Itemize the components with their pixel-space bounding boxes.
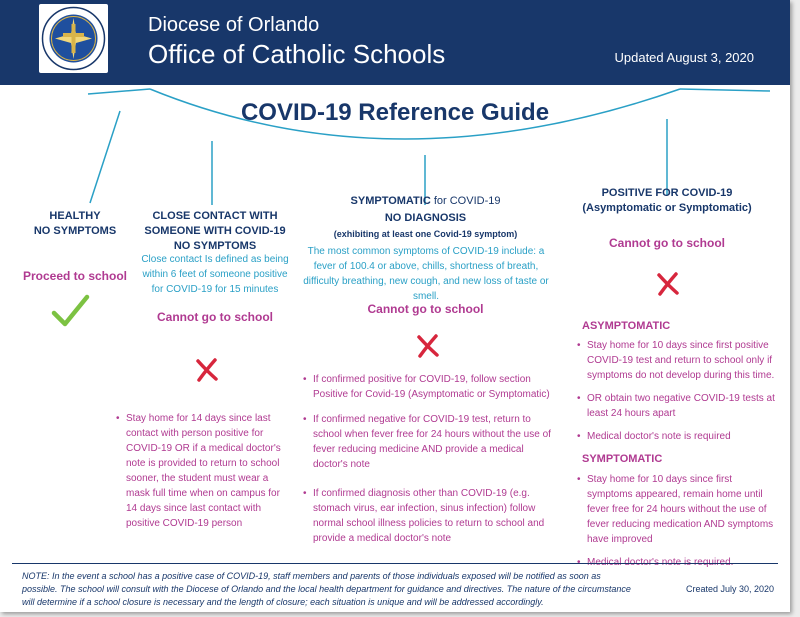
symptomatic-heading (318, 194, 533, 242)
created-date: Created July 30, 2020 (686, 584, 775, 594)
page-title: COVID-19 Reference Guide (240, 99, 550, 126)
list-item: • Stay home for 10 days since first symptoms appeared, remain home until fever free for 24 hours without the use of fever reducing medication AND symptoms have improved (577, 472, 777, 547)
positive-heading-line1: POSITIVE FOR COVID-19 (601, 187, 733, 199)
header-banner (0, 0, 790, 85)
symptomatic-heading-line2: NO DIAGNOSIS (384, 212, 467, 224)
list-item: • If confirmed diagnosis other than COVID-19 (e.g. stomach virus, ear infection, sinus infection) follow normal school illness policies to return to school and provide a medical doctor's note (303, 486, 551, 546)
list-item: • If confirmed negative for COVID-19 test, return to school when fever free for 24 hours without the use of fever reducing medicine AND provide a medical doctor's note (303, 412, 551, 472)
footer-note: NOTE: In the event a school has a positive case of COVID-19, staff members and parents of those individuals exposed will be notified as soon as possible. The school will consult with the Diocese of Orlando and the local health department for guidance and directives. The nature of the circumstance will determine if a school closure is necessary and the length of closure; each situation is unique and will be addressed accordingly. (22, 571, 631, 607)
updated-date: Updated August 3, 2020 (614, 50, 754, 65)
x-mark-icon (414, 333, 442, 359)
close-contact-heading-line1: CLOSE CONTACT WITH (152, 210, 278, 222)
positive-heading-line2: (Asymptomatic or Symptomatic) (582, 202, 752, 214)
healthy-heading-line2: NO SYMPTOMS (33, 225, 117, 237)
x-mark-icon (193, 357, 221, 383)
symptomatic-heading-sub: (exhibiting at least one Covid-19 symptom) (333, 229, 518, 239)
symptomatic-heading-rest: for COVID-19 (430, 195, 501, 207)
healthy-heading-line1: HEALTHY (49, 210, 101, 222)
asymptomatic-bullets (577, 338, 777, 452)
close-contact-heading-line3: NO SYMPTOMS (173, 240, 257, 252)
positive-action: Cannot go to school (609, 236, 725, 250)
close-contact-heading (140, 209, 290, 254)
symptomatic-bullets (303, 372, 551, 554)
close-contact-bullets (116, 411, 284, 539)
close-contact-heading-line2: SOMEONE WITH COVID-19 (144, 225, 286, 237)
list-item: • Stay home for 14 days since last contact with person positive for COVID-19 OR if a medical doctor's note is provided to return to school sooner, the student must wear a mask full time when on campus for 14 days since last contact with positive COVID-19 person (116, 411, 284, 531)
symptomatic-label: SYMPTOMATIC (582, 453, 663, 465)
list-item: • OR obtain two negative COVID-19 tests at least 24 hours apart (577, 391, 777, 421)
symptomatic-heading-line1 (318, 194, 533, 209)
checkmark-icon (50, 293, 90, 329)
asymptomatic-label: ASYMPTOMATIC (582, 320, 671, 332)
symptomatic-heading-bold: SYMPTOMATIC (350, 195, 431, 207)
org-name-line2: Office of Catholic Schools (148, 39, 446, 69)
org-name-line1: Diocese of Orlando (148, 14, 320, 36)
list-item: • Medical doctor's note is required (577, 429, 777, 444)
symptomatic-action: Cannot go to school (367, 302, 484, 316)
symptomatic-description: The most common symptoms of COVID-19 include: a fever of 100.4 or above, chills, shortness of breath, difficulty breathing, new cough, and new loss of taste or smell. (303, 246, 549, 302)
close-contact-action: Cannot go to school (157, 310, 273, 324)
list-item: • Stay home for 10 days since first positive COVID-19 test and return to school only if symptoms do not develop during this time. (577, 338, 777, 383)
healthy-heading (20, 209, 130, 239)
footer-divider (12, 563, 778, 564)
healthy-action: Proceed to school (22, 269, 128, 283)
list-item: • If confirmed positive for COVID-19, follow section Positive for Covid-19 (Asymptomatic or Symptomatic) (303, 372, 551, 402)
close-contact-definition: Close contact Is defined as being within 6 feet of someone positive for COVID-19 for 15 minutes (141, 254, 289, 295)
x-mark-icon (654, 271, 682, 297)
diocese-logo (39, 4, 108, 73)
positive-heading (572, 186, 762, 216)
